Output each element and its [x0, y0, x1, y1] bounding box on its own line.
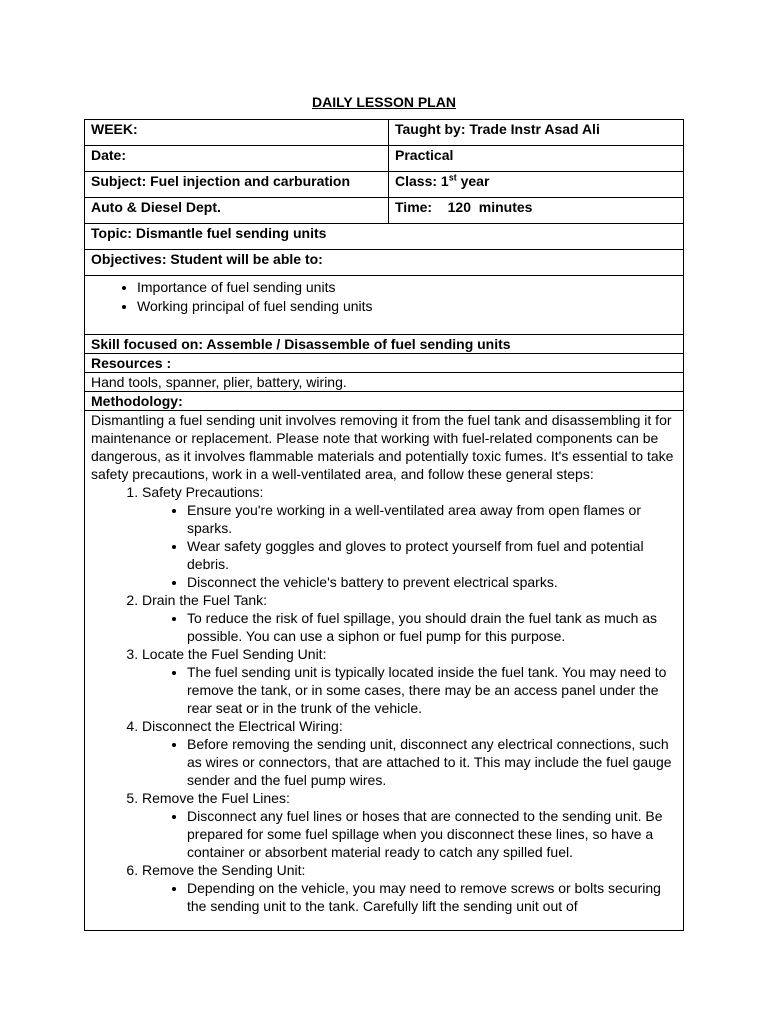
step-sublist	[142, 879, 677, 915]
objectives-heading: Objectives: Student will be able to:	[85, 250, 684, 276]
steps-list	[91, 483, 677, 915]
methodology-intro: Dismantling a fuel sending unit involves removing it from the fuel tank and disassembling it for maintenance or replacement. Please note that working with fuel-related components can be dangerous, as it involves flammable materials and potentially toxic fumes. It's essential to take safety precautions, work in a well-ventilated area, and follow these general steps:	[91, 412, 674, 482]
objective-item: • Working principal of fuel sending units	[137, 297, 677, 316]
row-resources	[85, 373, 684, 392]
methodology-heading: Methodology:	[85, 392, 684, 411]
objectives-list	[91, 278, 677, 316]
row-skill	[85, 335, 684, 354]
step-sublist	[142, 807, 677, 861]
methodology-body	[91, 411, 677, 930]
step-bullet: • Depending on the vehicle, you may need to remove screws or bolts securing the sending unit to the tank. Carefully lift the sending unit out of	[187, 879, 677, 915]
step-title: Safety Precautions:	[142, 484, 264, 500]
subject-cell: Subject: Fuel injection and carburation	[85, 172, 389, 198]
step-item	[142, 717, 677, 789]
lesson-plan-table	[84, 119, 684, 931]
step-sublist	[142, 735, 677, 789]
row-dept	[85, 198, 684, 224]
step-sublist	[142, 609, 677, 645]
time-cell: Time: 120 minutes	[389, 198, 684, 224]
step-title: Drain the Fuel Tank:	[142, 592, 268, 608]
date-cell: Date:	[85, 146, 389, 172]
step-bullet: • The fuel sending unit is typically located inside the fuel tank. You may need to remove the tank, or in some cases, there may be an access panel under the rear seat or in the trunk of the vehicle.	[187, 663, 677, 717]
row-subject	[85, 172, 684, 198]
class-sup: st	[448, 172, 457, 183]
resources-cell: Hand tools, spanner, plier, battery, wiring.	[85, 373, 684, 392]
class-suffix: year	[456, 173, 490, 189]
step-item	[142, 645, 677, 717]
row-date	[85, 146, 684, 172]
row-methodology	[85, 411, 684, 931]
class-label: Class: 1	[395, 173, 449, 189]
taught-by-cell: Taught by: Trade Instr Asad Ali	[389, 120, 684, 146]
step-sublist	[142, 501, 677, 591]
dept-cell: Auto & Diesel Dept.	[85, 198, 389, 224]
resources-heading: Resources :	[85, 354, 684, 373]
row-week	[85, 120, 684, 146]
row-resources-heading	[85, 354, 684, 373]
row-topic	[85, 224, 684, 250]
week-cell: WEEK:	[85, 120, 389, 146]
objectives-cell	[85, 276, 684, 335]
practical-cell: Practical	[389, 146, 684, 172]
topic-cell: Topic: Dismantle fuel sending units	[85, 224, 684, 250]
document-title: DAILY LESSON PLAN	[312, 94, 456, 110]
row-objectives	[85, 276, 684, 335]
class-cell	[389, 172, 684, 198]
step-title: Remove the Sending Unit:	[142, 862, 306, 878]
step-bullet: • To reduce the risk of fuel spillage, you should drain the fuel tank as much as possible. You can use a siphon or fuel pump for this purpose.	[187, 609, 677, 645]
step-bullet: • Before removing the sending unit, disconnect any electrical connections, such as wires or connectors, that are attached to it. This may include the fuel gauge sender and the fuel pump wires.	[187, 735, 677, 789]
step-bullet: • Disconnect the vehicle's battery to prevent electrical sparks.	[187, 573, 677, 591]
step-item	[142, 861, 677, 915]
step-item	[142, 789, 677, 861]
step-title: Locate the Fuel Sending Unit:	[142, 646, 327, 662]
step-title: Remove the Fuel Lines:	[142, 790, 290, 806]
objective-item: • Importance of fuel sending units	[137, 278, 677, 297]
step-bullet: • Ensure you're working in a well-ventilated area away from open flames or sparks.	[187, 501, 677, 537]
step-bullet: • Disconnect any fuel lines or hoses that are connected to the sending unit. Be prepared for some fuel spillage when you disconnect these lines, so have a container or absorbent material ready to catch any spilled fuel.	[187, 807, 677, 861]
methodology-cell	[85, 411, 684, 931]
step-bullet: • Wear safety goggles and gloves to protect yourself from fuel and potential debris.	[187, 537, 677, 573]
row-objectives-heading	[85, 250, 684, 276]
step-item	[142, 591, 677, 645]
step-title: Disconnect the Electrical Wiring:	[142, 718, 343, 734]
skill-cell: Skill focused on: Assemble / Disassemble of fuel sending units	[85, 335, 684, 354]
step-item	[142, 483, 677, 591]
step-sublist	[142, 663, 677, 717]
row-methodology-heading	[85, 392, 684, 411]
